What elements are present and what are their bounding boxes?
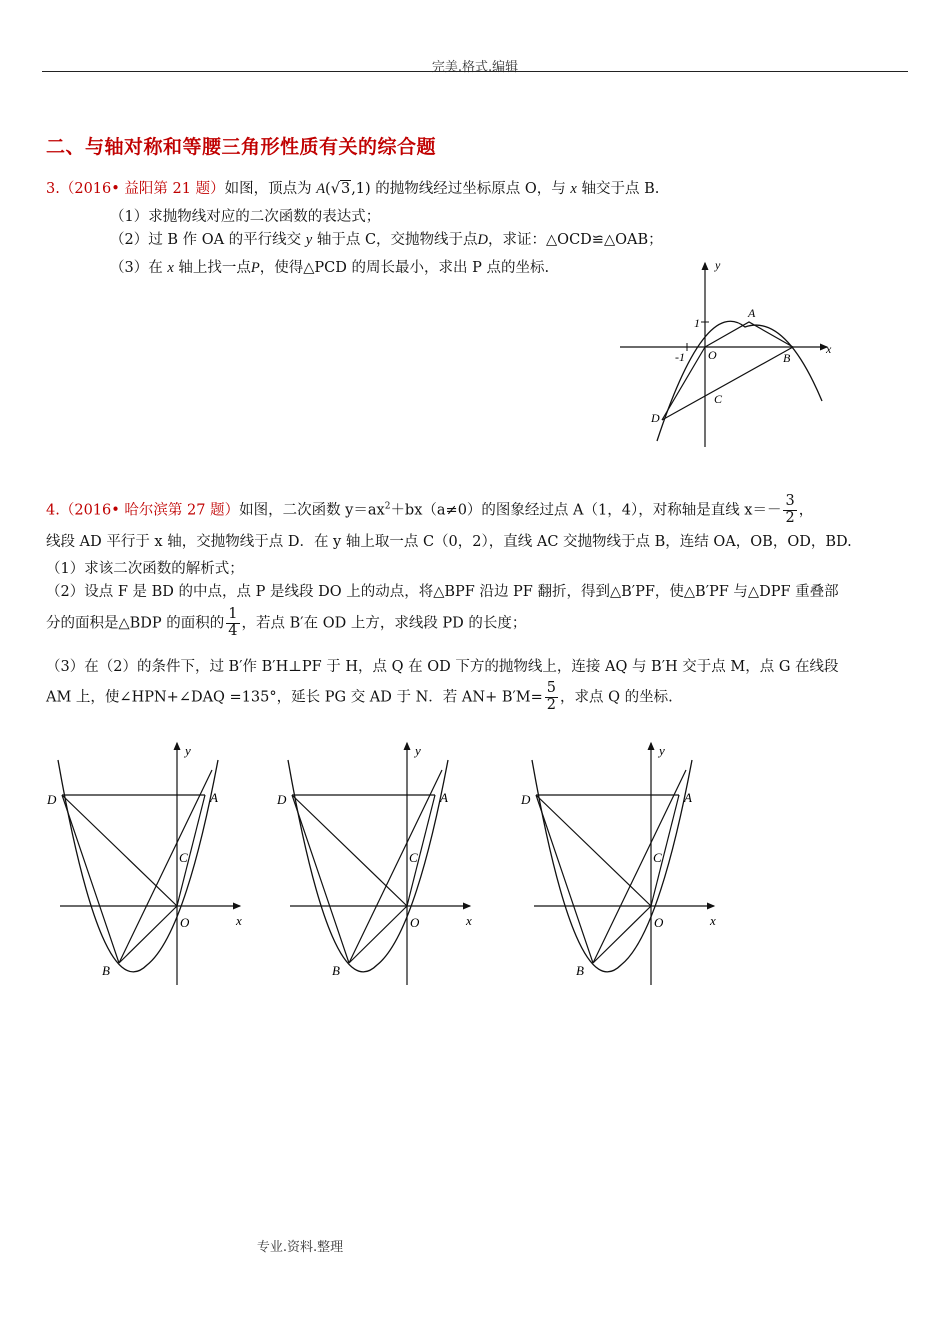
page-footer: 专业.资料.整理 [256,1240,344,1255]
q3-label-d: D [651,411,660,425]
q4-axis-den: 2 [785,509,795,526]
q4-f2-label-b: B [332,963,340,978]
q3-p2-b: 轴于点 C，交抛物线于点 [312,232,478,248]
q4-ratio-num: 1 [228,606,238,622]
q3-label-c: C [714,392,723,406]
q4-f1-line-bd [62,795,119,963]
q4-f2-label-y: y [415,743,421,758]
q4-f2-line-ac [349,770,442,963]
q4-f2-line-bd [292,795,349,963]
q4-line2: 线段 AD 平行于 x 轴，交抛物线于点 D．在 y 轴上取一点 C（0，2），直线 AC 交抛物线于点 B，连结 OA，OB，OD，BD. [46,534,852,550]
q4-f1-label-x: x [236,913,242,928]
q3-label-one: 1 [694,316,700,330]
q4-line5 [46,607,526,640]
q4-l5-b: ，若点 B′在 OD 上方，求线段 PD 的长度； [241,615,527,632]
q3-label-o: O [708,348,717,362]
q4-line6: （3）在（2）的条件下，过 B′作 B′H⊥PF 于 H，点 Q 在 OD 下方的抛物线上，连接 AQ 与 B′H 交于点 M，点 G 在线段 [46,659,839,675]
q4-f2-parabola [288,760,448,972]
q4-l1-a: 如图，二次函数 y＝ax [239,502,385,519]
q3-part3 [110,258,549,278]
q4-l1-sup: 2 [384,501,391,512]
q4-f1-parabola [58,760,218,972]
q4-line3: （1）求该二次函数的解析式； [46,561,244,577]
q4-number: 4. [46,502,60,519]
q4-f3-label-x: x [710,913,716,928]
q4-f2-label-d: D [277,792,287,807]
q4-f1-line-ac [119,770,212,963]
q3-number: 3. [46,181,60,197]
q4-f3-label-a: A [684,790,692,805]
q3-label-a: A [748,306,756,320]
q4-line7 [46,681,673,714]
sqrt-symbol: √ [330,181,340,197]
q4-f3-line-bd [536,795,593,963]
q3-label-neg-one: -1 [675,350,685,364]
q4-f1-line-ob [119,906,177,963]
q4-f2-label-o: O [410,915,420,930]
q3-source: （2016• 益阳第 21 题） [59,181,225,197]
q3-label-x: x [826,342,832,356]
q3-x-var: x [570,181,577,197]
q4-l1-c: ， [798,502,814,519]
q4-f3-label-o: O [654,915,664,930]
q4-axis-fraction [783,494,796,527]
q4-f3-label-c: C [653,850,662,865]
q3-p-var: P [250,260,260,276]
q4-sum-fraction [545,681,558,714]
q4-l7-b: ，求点 Q 的坐标. [560,689,673,706]
q4-f1-label-o: O [180,915,190,930]
q3-part2 [110,230,663,250]
q4-f1-line-od [62,795,177,906]
q3-y-var: y [305,232,313,248]
section-title: 二、与轴对称和等腰三角形性质有关的综合题 [46,136,437,158]
q4-ratio-den: 4 [228,622,238,639]
q4-sum-den: 2 [546,696,557,713]
q4-figure-1 [40,735,255,990]
q4-f3-label-d: D [521,792,531,807]
q3-part1: （1）求抛物线对应的二次函数的表达式； [110,209,381,225]
q4-f1-label-y: y [185,743,191,758]
q3-p3-c: ，使得△PCD 的周长最小，求出 P 点的坐标. [259,260,550,276]
q4-f2-line-ob [349,906,407,963]
q3-x-var-2: x [167,260,174,276]
q4-axis-num: 3 [785,493,795,509]
q4-line1 [46,494,813,527]
q3-intro-b: 的抛物线经过坐标原点 O，与 [370,181,571,197]
q3-parabola [657,321,822,441]
q3-vertex-sqrt: 3 [340,181,351,197]
q4-f2-label-x: x [466,913,472,928]
q4-f3-line-ob [593,906,651,963]
q4-f3-line-ac [593,770,686,963]
q4-f3-label-y: y [659,743,665,758]
page-header: 完美.格式.编辑 [431,60,519,75]
q4-l5-a: 分的面积是△BDP 的面积的 [46,615,225,632]
q4-figure-2 [270,735,485,990]
q3-vertex-open: ( [325,181,331,197]
q4-f3-line-od [536,795,651,906]
q4-f1-label-d: D [47,792,57,807]
q4-figure-3 [514,735,729,990]
q4-f3-label-b: B [576,963,584,978]
q3-label-y: y [715,258,721,272]
q4-f1-label-a: A [210,790,218,805]
q4-f1-label-c: C [179,850,188,865]
q4-f2-label-c: C [409,850,418,865]
q4-f2-line-od [292,795,407,906]
q4-l7-a: AM 上，使∠HPN+∠DAQ =135°，延长 PG 交 AD 于 N．若 AN+ B′M= [46,689,543,706]
q3-d-var: D [477,232,489,248]
q4-l1-b: ＋bx（a≠0）的图象经过点 A（1，4），对称轴是直线 x＝－ [390,502,782,519]
q3-vertex-rest: ,1) [351,181,371,197]
q4-sum-num: 5 [546,680,557,696]
q4-source: （2016• 哈尔滨第 27 题） [59,502,240,519]
q4-f1-label-b: B [102,963,110,978]
q3-p2-c: ，求证：△OCD≌△OAB； [488,232,663,248]
q3-p3-b: 轴上找一点 [173,260,251,276]
q4-f2-label-a: A [440,790,448,805]
q4-f3-parabola [532,760,692,972]
q4-ratio-fraction [226,607,239,640]
q3-p2-a: （2）过 B 作 OA 的平行线交 [110,232,306,248]
q3-intro-c: 轴交于点 B. [576,181,660,197]
q3-intro-a: 如图，顶点为 [224,181,317,197]
q3-intro [46,179,659,199]
q4-line4: （2）设点 F 是 BD 的中点，点 P 是线段 DO 上的动点，将△BPF 沿边 PF 翻折，得到△B′PF，使△B′PF 与△DPF 重叠部 [46,584,839,600]
q3-label-b: B [783,351,791,365]
q3-figure [615,255,845,455]
q3-vertex-label: A [316,181,326,197]
q3-p3-a: （3）在 [110,260,168,276]
header-divider [42,71,908,72]
